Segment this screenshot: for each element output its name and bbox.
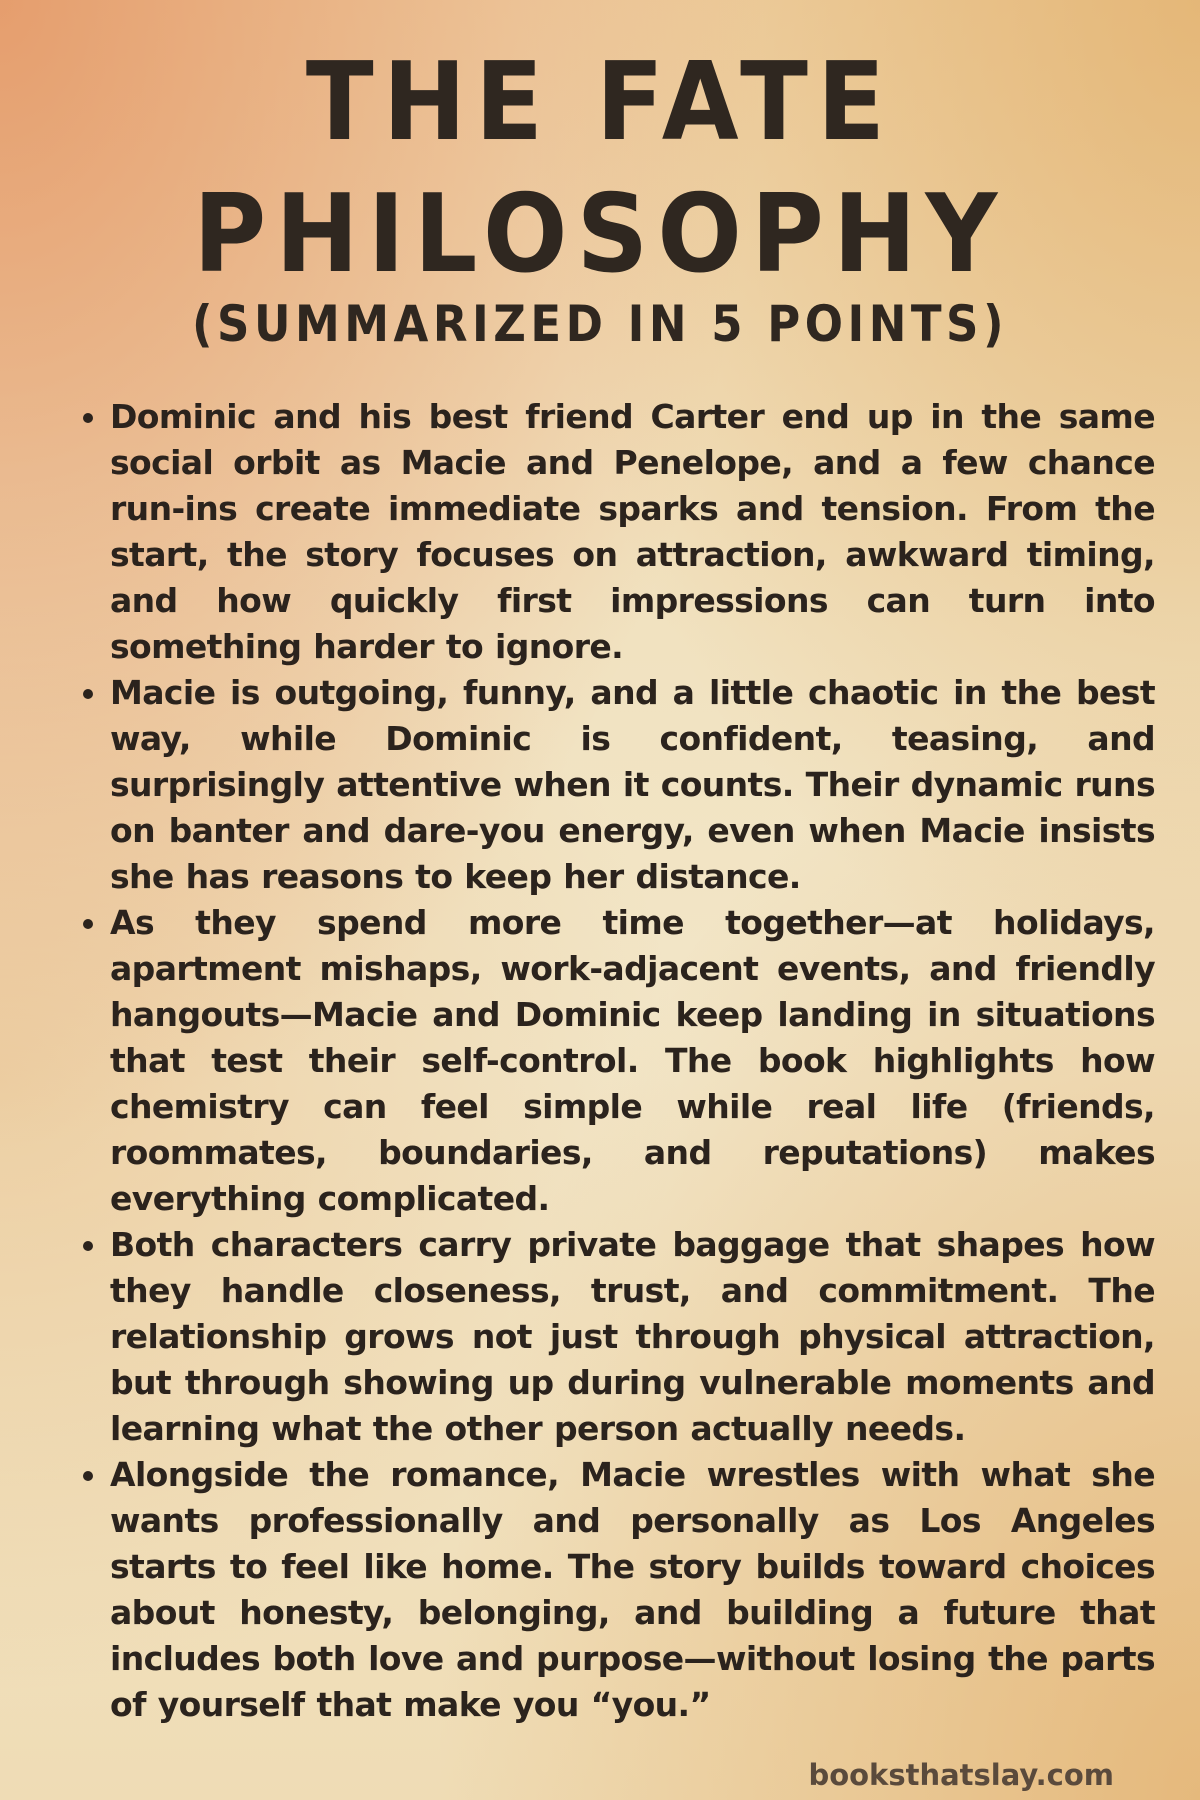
summary-point-2 xyxy=(110,670,1155,900)
point-text: Both characters carry private baggage that shapes how they handle closeness, trust, and commitment. The relationship grows not just through physical attraction, but through showing up during vulnerable moments and learning what the other person actually needs. xyxy=(110,1225,1155,1448)
point-text: As they spend more time together—at holidays, apartment mishaps, work-adjacent events, and friendly hangouts—Macie and Dominic keep landing in situations that test their self-control. The book highlights how chemistry can feel simple while real life (friends, roommates, boundaries, and reputations) makes everything complicated. xyxy=(110,903,1155,1218)
bullet-icon xyxy=(83,413,93,423)
subtitle: (SUMMARIZED IN 5 POINTS) xyxy=(191,295,1009,353)
site-watermark: booksthatslay.com xyxy=(808,1758,1114,1792)
summary-point-1 xyxy=(110,394,1155,670)
point-text: Dominic and his best friend Carter end up in the same social orbit as Macie and Penelope, and a few chance run-ins create immediate sparks and tension. From the start, the story focuses on attraction, awkward timing, and how quickly first impressions can turn into something harder to ignore. xyxy=(110,397,1155,666)
bullet-icon xyxy=(83,689,93,699)
bullet-icon xyxy=(83,1471,93,1481)
summary-point-5 xyxy=(110,1452,1155,1728)
point-text: Macie is outgoing, funny, and a little chaotic in the best way, while Dominic is confident, teasing, and surprisingly attentive when it counts. Their dynamic runs on banter and dare-you energy, even when Macie insists she has reasons to keep her distance. xyxy=(110,673,1155,896)
title-line-1: THE FATE xyxy=(305,40,895,165)
summary-points-list xyxy=(80,394,1155,1728)
summary-point-4 xyxy=(110,1222,1155,1452)
bullet-icon xyxy=(83,1241,93,1251)
summary-point-3 xyxy=(110,900,1155,1222)
bullet-icon xyxy=(83,919,93,929)
title-line-2: PHILOSOPHY xyxy=(193,172,1007,297)
point-text: Alongside the romance, Macie wrestles with what she wants professionally and personally as Los Angeles starts to feel like home. The story builds toward choices about honesty, belonging, and building a future that includes both love and purpose—without losing the parts of yourself that make you “you.” xyxy=(110,1455,1155,1724)
